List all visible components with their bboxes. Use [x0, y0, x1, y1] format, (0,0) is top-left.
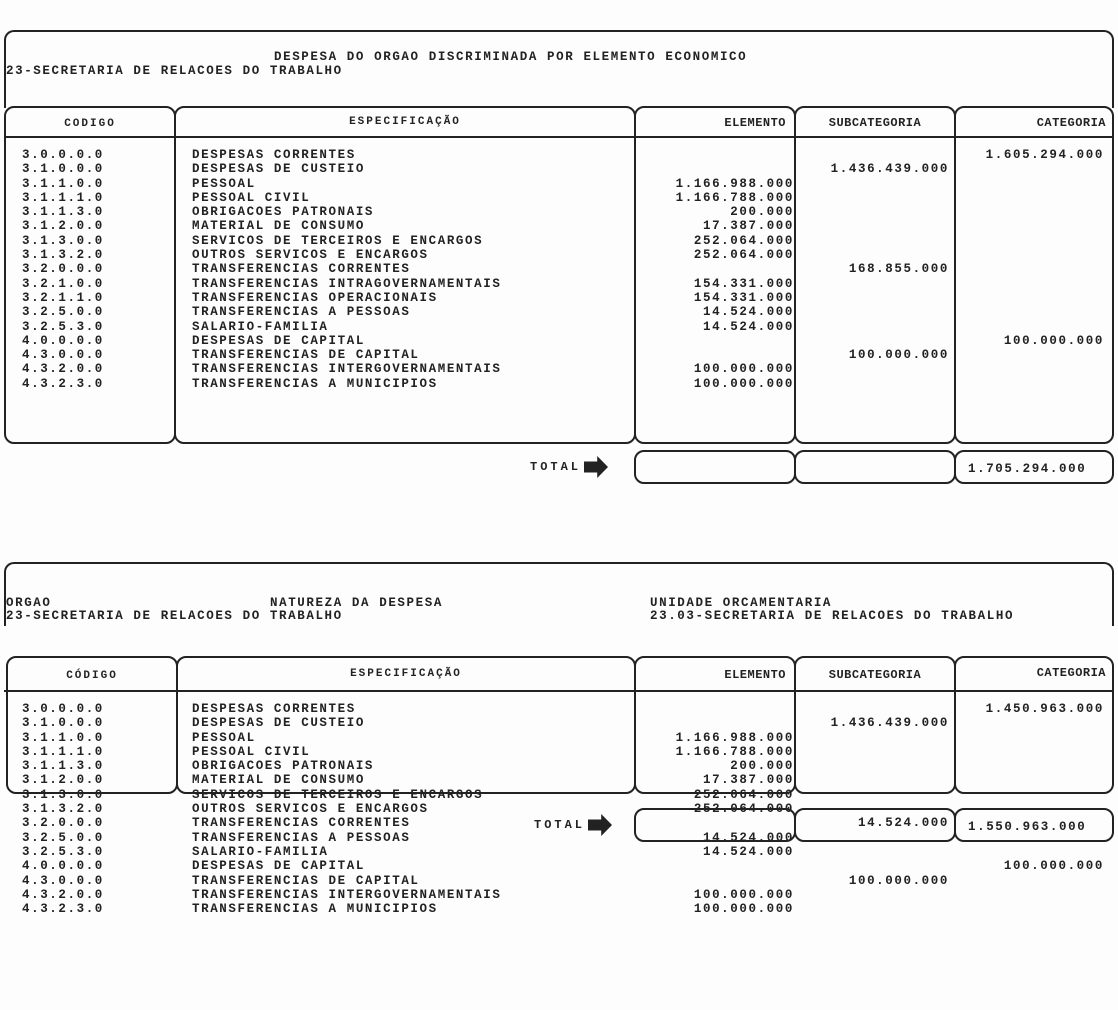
- t1-total-label: TOTAL: [530, 460, 582, 474]
- cell-codigo: 3.1.3.2.0: [22, 248, 104, 263]
- cell-codigo: 3.2.5.3.0: [22, 844, 104, 859]
- cell-categoria: [949, 177, 1104, 191]
- table-row: [0, 745, 1104, 759]
- cell-elemento: 100.000.000: [693, 376, 794, 391]
- cell-categoria: [949, 162, 1104, 176]
- cell-especificacao: TRANSFERENCIAS A MUNICIPIOS: [192, 902, 438, 917]
- cell-especificacao: OBRIGACOES PATRONAIS: [192, 759, 375, 774]
- cell-elemento: 17.387.000: [702, 773, 794, 788]
- cell-elemento: 1.166.988.000: [675, 730, 794, 745]
- cell-especificacao: TRANSFERENCIAS A PESSOAS: [192, 305, 411, 320]
- table-row: [0, 845, 1104, 859]
- cell-especificacao: TRANSFERENCIAS DE CAPITAL: [192, 873, 420, 888]
- cell-categoria: [949, 773, 1104, 787]
- t1-h-codigo: CODIGO: [64, 118, 116, 130]
- t1-title: DESPESA DO ORGAO DISCRIMINADA POR ELEMENTO ECONOMICO: [274, 50, 748, 64]
- table-row: [0, 320, 1104, 334]
- cell-categoria: [949, 874, 1104, 888]
- cell-subcategoria: [794, 788, 949, 802]
- cell-codigo: 3.2.0.0.0: [22, 816, 104, 831]
- cell-especificacao: PESSOAL CIVIL: [192, 190, 311, 205]
- cell-codigo: 4.0.0.0.0: [22, 333, 104, 348]
- cell-categoria: [949, 234, 1104, 248]
- t1-total-elemento: [634, 450, 796, 484]
- table-row: [0, 377, 1104, 391]
- cell-especificacao: MATERIAL DE CONSUMO: [192, 773, 365, 788]
- cell-codigo: 3.0.0.0.0: [22, 702, 104, 716]
- cell-elemento: 252.064.000: [693, 802, 794, 817]
- t2-h-codigo: CÓDIGO: [66, 670, 118, 682]
- cell-categoria: [949, 205, 1104, 219]
- table-row: [0, 859, 1104, 873]
- cell-especificacao: MATERIAL DE CONSUMO: [192, 219, 365, 234]
- cell-categoria: [949, 262, 1104, 276]
- cell-subcategoria: [794, 219, 949, 233]
- cell-codigo: 3.1.1.3.0: [22, 205, 104, 220]
- t2-orgao: 23-SECRETARIA DE RELACOES DO TRABALHO: [6, 609, 343, 623]
- table-row: [0, 759, 1104, 773]
- table-row: [0, 731, 1104, 745]
- cell-especificacao: TRANSFERENCIAS INTERGOVERNAMENTAIS: [192, 887, 502, 902]
- cell-codigo: 3.1.1.0.0: [22, 176, 104, 191]
- t2-total-elemento: [634, 808, 796, 842]
- cell-codigo: 3.1.3.0.0: [22, 787, 104, 802]
- cell-categoria: [949, 759, 1104, 773]
- table-row: [0, 162, 1104, 176]
- t2-unidade-label: UNIDADE ORCAMENTARIA: [650, 596, 833, 610]
- cell-categoria: [949, 191, 1104, 205]
- cell-codigo: 3.1.1.1.0: [22, 744, 104, 759]
- cell-elemento: [644, 148, 794, 162]
- cell-subcategoria: [794, 362, 949, 376]
- cell-subcategoria: [794, 277, 949, 291]
- cell-codigo: 3.1.0.0.0: [22, 162, 104, 177]
- t2-title: NATUREZA DA DESPESA: [270, 596, 443, 610]
- cell-codigo: 3.1.3.0.0: [22, 233, 104, 248]
- cell-categoria: [949, 731, 1104, 745]
- cell-codigo: 4.3.0.0.0: [22, 873, 104, 888]
- table-row: [0, 788, 1104, 802]
- cell-elemento: 252.064.000: [693, 233, 794, 248]
- cell-codigo: 4.3.2.3.0: [22, 376, 104, 391]
- cell-especificacao: TRANSFERENCIAS DE CAPITAL: [192, 348, 420, 363]
- table-row: [0, 291, 1104, 305]
- cell-especificacao: DESPESAS DE CUSTEIO: [192, 162, 365, 177]
- cell-elemento: 1.166.988.000: [675, 176, 794, 191]
- cell-codigo: 3.0.0.0.0: [22, 148, 104, 162]
- cell-codigo: 3.2.0.0.0: [22, 262, 104, 277]
- cell-elemento: 100.000.000: [693, 902, 794, 917]
- cell-especificacao: DESPESAS CORRENTES: [192, 148, 356, 162]
- cell-subcategoria: [794, 859, 949, 873]
- cell-categoria: [949, 902, 1104, 916]
- cell-especificacao: TRANSFERENCIAS A MUNICIPIOS: [192, 376, 438, 391]
- cell-codigo: 3.1.1.1.0: [22, 190, 104, 205]
- cell-especificacao: TRANSFERENCIAS CORRENTES: [192, 816, 411, 831]
- cell-categoria: [949, 305, 1104, 319]
- cell-codigo: 4.3.0.0.0: [22, 348, 104, 363]
- table-row: [0, 277, 1104, 291]
- cell-elemento: 1.166.788.000: [675, 190, 794, 205]
- t2-total-label: TOTAL: [534, 818, 586, 832]
- cell-subcategoria: [794, 205, 949, 219]
- cell-categoria: 100.000.000: [1003, 859, 1104, 874]
- cell-subcategoria: [794, 902, 949, 916]
- t1-total-subcategoria: [794, 450, 956, 484]
- cell-codigo: 3.2.5.0.0: [22, 830, 104, 845]
- t2-h-categoria: CATEGORIA: [1036, 666, 1106, 680]
- t1-header-divider: [4, 136, 1112, 138]
- t2-orgao-label: ORGAO: [6, 596, 52, 610]
- cell-categoria: 100.000.000: [1003, 333, 1104, 348]
- cell-codigo: 3.2.1.1.0: [22, 290, 104, 305]
- cell-especificacao: DESPESAS CORRENTES: [192, 702, 356, 716]
- cell-subcategoria: 14.524.000: [857, 816, 949, 831]
- cell-subcategoria: [794, 177, 949, 191]
- table-row: [0, 716, 1104, 730]
- cell-elemento: 1.166.788.000: [675, 744, 794, 759]
- cell-categoria: [949, 277, 1104, 291]
- cell-elemento: [644, 874, 794, 888]
- cell-codigo: 4.3.2.0.0: [22, 887, 104, 902]
- cell-categoria: [949, 716, 1104, 730]
- cell-especificacao: DESPESAS DE CUSTEIO: [192, 716, 365, 731]
- cell-elemento: 154.331.000: [693, 290, 794, 305]
- cell-subcategoria: 100.000.000: [848, 348, 949, 363]
- cell-subcategoria: [794, 377, 949, 391]
- table-row: [0, 902, 1104, 916]
- table-row: [0, 234, 1104, 248]
- table-row: [0, 219, 1104, 233]
- cell-categoria: [949, 362, 1104, 376]
- cell-subcategoria: 1.436.439.000: [830, 162, 949, 177]
- cell-especificacao: TRANSFERENCIAS OPERACIONAIS: [192, 290, 438, 305]
- cell-elemento: 14.524.000: [702, 305, 794, 320]
- cell-especificacao: TRANSFERENCIAS INTERGOVERNAMENTAIS: [192, 362, 502, 377]
- cell-subcategoria: [794, 248, 949, 262]
- t1-h-categoria: CATEGORIA: [1036, 116, 1106, 130]
- cell-especificacao: OUTROS SERVICOS E ENCARGOS: [192, 248, 429, 263]
- cell-especificacao: OUTROS SERVICOS E ENCARGOS: [192, 802, 429, 817]
- cell-elemento: 14.524.000: [702, 319, 794, 334]
- cell-categoria: [949, 219, 1104, 233]
- cell-subcategoria: [794, 234, 949, 248]
- cell-elemento: [644, 162, 794, 176]
- cell-codigo: 3.1.0.0.0: [22, 716, 104, 731]
- cell-codigo: 3.2.5.0.0: [22, 305, 104, 320]
- cell-subcategoria: [794, 731, 949, 745]
- cell-elemento: 17.387.000: [702, 219, 794, 234]
- t2-header-divider: [4, 690, 1112, 692]
- cell-especificacao: DESPESAS DE CAPITAL: [192, 333, 365, 348]
- table-row: [0, 177, 1104, 191]
- cell-elemento: [644, 716, 794, 730]
- table-row: [0, 773, 1104, 787]
- t1-body: [0, 148, 1104, 391]
- table-row: [0, 334, 1104, 348]
- cell-categoria: [949, 320, 1104, 334]
- cell-especificacao: SALARIO-FAMILIA: [192, 319, 329, 334]
- cell-subcategoria: [794, 759, 949, 773]
- cell-subcategoria: [794, 291, 949, 305]
- cell-categoria: [949, 248, 1104, 262]
- cell-codigo: 3.1.1.0.0: [22, 730, 104, 745]
- cell-subcategoria: [794, 888, 949, 902]
- cell-especificacao: PESSOAL: [192, 176, 256, 191]
- cell-categoria: 1.450.963.000: [985, 702, 1104, 716]
- t2-total-subcategoria: [794, 808, 956, 842]
- cell-subcategoria: 168.855.000: [848, 262, 949, 277]
- cell-subcategoria: [794, 305, 949, 319]
- cell-subcategoria: [794, 745, 949, 759]
- cell-elemento: [644, 348, 794, 362]
- t2-h-elemento: ELEMENTO: [724, 668, 786, 682]
- cell-subcategoria: [794, 773, 949, 787]
- t1-h-elemento: ELEMENTO: [724, 116, 786, 130]
- t2-total-value: 1.550.963.000: [968, 820, 1087, 834]
- cell-elemento: 14.524.000: [702, 844, 794, 859]
- cell-especificacao: TRANSFERENCIAS A PESSOAS: [192, 830, 411, 845]
- cell-codigo: 3.1.2.0.0: [22, 773, 104, 788]
- cell-codigo: 3.1.2.0.0: [22, 219, 104, 234]
- cell-elemento: 100.000.000: [693, 887, 794, 902]
- cell-categoria: [949, 788, 1104, 802]
- table-row: [0, 148, 1104, 162]
- table-row: [0, 348, 1104, 362]
- cell-codigo: 4.3.2.0.0: [22, 362, 104, 377]
- cell-codigo: 3.1.3.2.0: [22, 802, 104, 817]
- cell-especificacao: SERVICOS DE TERCEIROS E ENCARGOS: [192, 233, 484, 248]
- table-row: [0, 874, 1104, 888]
- table-row: [0, 248, 1104, 262]
- cell-elemento: 252.064.000: [693, 787, 794, 802]
- cell-subcategoria: [794, 334, 949, 348]
- cell-elemento: 200.000: [730, 759, 794, 774]
- cell-codigo: 4.0.0.0.0: [22, 859, 104, 874]
- cell-elemento: 14.524.000: [702, 830, 794, 845]
- cell-elemento: [644, 262, 794, 276]
- cell-subcategoria: 1.436.439.000: [830, 716, 949, 731]
- table-row: [0, 262, 1104, 276]
- cell-especificacao: PESSOAL CIVIL: [192, 744, 311, 759]
- cell-elemento: 252.064.000: [693, 248, 794, 263]
- cell-codigo: 3.1.1.3.0: [22, 759, 104, 774]
- t1-h-subcategoria: SUBCATEGORIA: [828, 116, 922, 130]
- cell-elemento: 200.000: [730, 205, 794, 220]
- cell-elemento: 100.000.000: [693, 362, 794, 377]
- t1-total-arrow-icon: [584, 456, 608, 478]
- table-row: [0, 702, 1104, 716]
- cell-codigo: 3.2.5.3.0: [22, 319, 104, 334]
- table-row: [0, 205, 1104, 219]
- table-row: [0, 191, 1104, 205]
- cell-elemento: [644, 334, 794, 348]
- cell-subcategoria: [794, 702, 949, 716]
- table-row: [0, 305, 1104, 319]
- cell-categoria: [949, 845, 1104, 859]
- cell-categoria: [949, 348, 1104, 362]
- t1-total-value: 1.705.294.000: [968, 462, 1087, 476]
- t2-h-subcategoria: SUBCATEGORIA: [828, 668, 922, 682]
- cell-subcategoria: [794, 320, 949, 334]
- cell-codigo: 4.3.2.3.0: [22, 902, 104, 917]
- cell-categoria: [949, 745, 1104, 759]
- cell-codigo: 3.2.1.0.0: [22, 276, 104, 291]
- cell-especificacao: SALARIO-FAMILIA: [192, 844, 329, 859]
- table-row: [0, 362, 1104, 376]
- cell-especificacao: TRANSFERENCIAS CORRENTES: [192, 262, 411, 277]
- table-row: [0, 888, 1104, 902]
- cell-elemento: 154.331.000: [693, 276, 794, 291]
- cell-subcategoria: 100.000.000: [848, 873, 949, 888]
- cell-categoria: [949, 377, 1104, 391]
- cell-subcategoria: [794, 191, 949, 205]
- cell-especificacao: PESSOAL: [192, 730, 256, 745]
- t1-orgao: 23-SECRETARIA DE RELACOES DO TRABALHO: [6, 64, 343, 78]
- cell-elemento: [644, 859, 794, 873]
- cell-especificacao: OBRIGACOES PATRONAIS: [192, 205, 375, 220]
- t2-unidade: 23.03-SECRETARIA DE RELACOES DO TRABALHO: [650, 609, 1015, 623]
- t2-h-especificacao: ESPECIFICAÇÃO: [350, 668, 462, 680]
- cell-subcategoria: [794, 148, 949, 162]
- cell-subcategoria: [794, 845, 949, 859]
- cell-elemento: [644, 702, 794, 716]
- cell-categoria: [949, 291, 1104, 305]
- cell-categoria: [949, 888, 1104, 902]
- cell-especificacao: TRANSFERENCIAS INTRAGOVERNAMENTAIS: [192, 276, 502, 291]
- cell-categoria: 1.605.294.000: [985, 148, 1104, 162]
- cell-especificacao: DESPESAS DE CAPITAL: [192, 859, 365, 874]
- t1-h-especificacao: ESPECIFICAÇÃO: [349, 116, 461, 128]
- cell-especificacao: SERVICOS DE TERCEIROS E ENCARGOS: [192, 787, 484, 802]
